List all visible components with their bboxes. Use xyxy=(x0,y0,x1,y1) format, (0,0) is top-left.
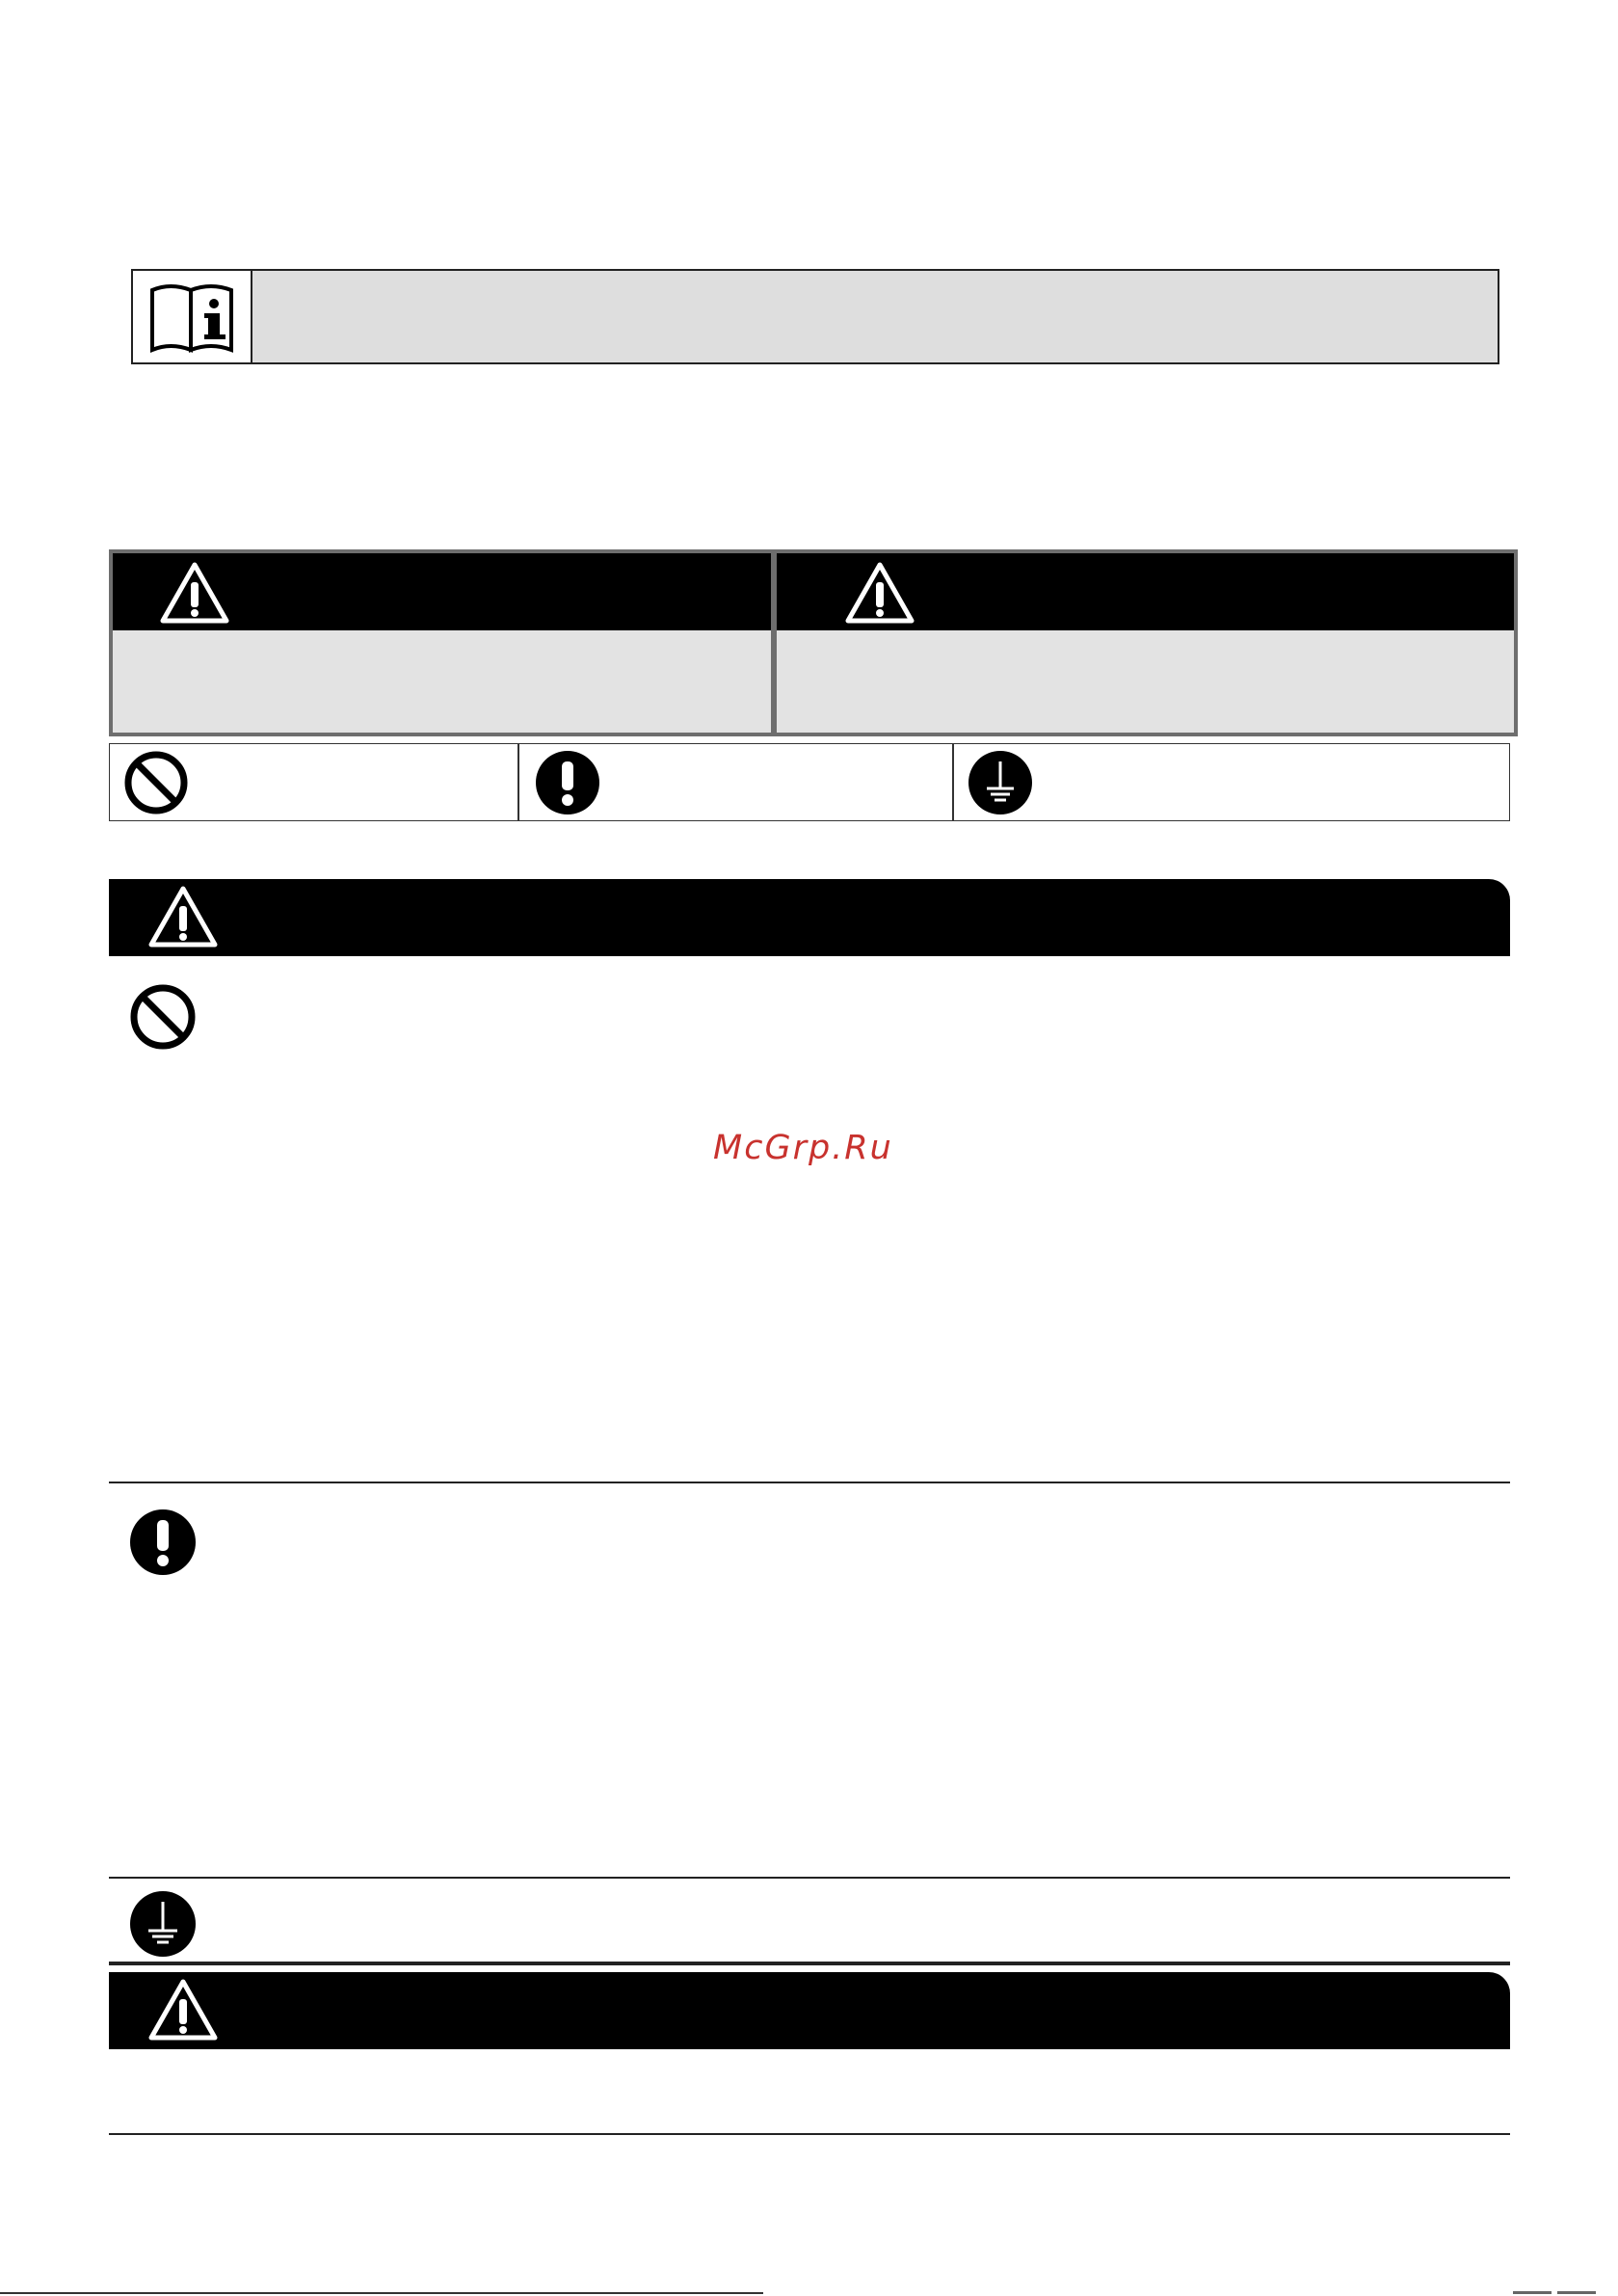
info-icon-cell xyxy=(133,271,252,362)
footer-mark xyxy=(1557,2291,1596,2294)
ground-earth-icon xyxy=(968,750,1033,815)
caution-legend-cell xyxy=(777,553,1514,733)
key-divider xyxy=(517,744,519,820)
read-manual-info-icon xyxy=(146,279,237,356)
caution-legend-header xyxy=(777,553,1514,630)
caution-section-header xyxy=(109,1972,1510,2049)
key-divider xyxy=(952,744,954,820)
footer-mark xyxy=(1513,2291,1552,2294)
warning-triangle-icon xyxy=(844,561,915,625)
prohibition-icon xyxy=(123,750,189,815)
symbol-key-row xyxy=(109,743,1510,821)
info-banner xyxy=(131,269,1499,364)
section-divider xyxy=(109,1877,1510,1879)
hazard-level-legend xyxy=(109,549,1518,736)
mandatory-exclamation-icon xyxy=(535,750,600,815)
section-divider xyxy=(109,1482,1510,1483)
ground-earth-icon xyxy=(129,1890,197,1958)
warning-triangle-icon xyxy=(159,561,230,625)
warning-triangle-icon xyxy=(147,885,219,948)
footer-rule xyxy=(0,2292,763,2294)
mandatory-exclamation-icon xyxy=(129,1508,197,1576)
warning-section-header xyxy=(109,879,1510,956)
warning-triangle-icon xyxy=(147,1978,219,2042)
warning-legend-header xyxy=(113,553,771,630)
watermark: McGrp.Ru xyxy=(713,1129,893,1167)
warning-legend-cell xyxy=(113,553,771,733)
section-divider xyxy=(109,1962,1510,1965)
section-divider xyxy=(109,2133,1510,2135)
prohibition-icon xyxy=(129,983,197,1051)
